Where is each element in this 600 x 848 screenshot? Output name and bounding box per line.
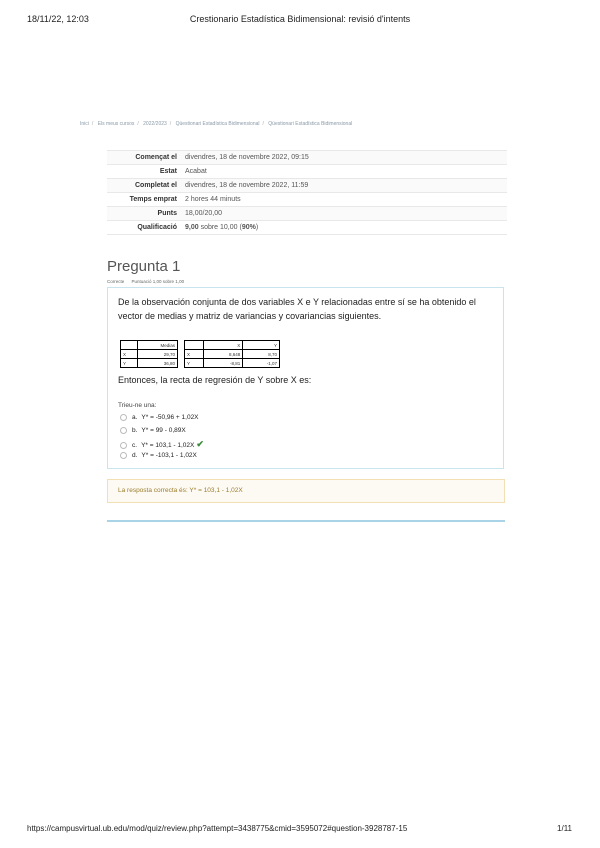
- question-title: Pregunta 1: [107, 258, 181, 275]
- page-number: 1/11: [557, 824, 572, 833]
- option-letter: d.: [132, 452, 138, 460]
- summary-row: [107, 193, 507, 207]
- summary-label: Punts: [107, 207, 181, 221]
- summary-row: [107, 221, 507, 235]
- breadcrumb-item-course[interactable]: Qüestionari Estadística Bidimensional: [175, 121, 260, 127]
- answer-option-d[interactable]: [120, 452, 197, 459]
- radio-button[interactable]: [120, 427, 127, 434]
- breadcrumb-item-quiz[interactable]: Qüestionari Estadística Bidimensional: [268, 121, 353, 127]
- summary-value: 2 hores 44 minuts: [181, 193, 507, 207]
- table-cell: Y: [243, 341, 280, 350]
- summary-value: Acabat: [181, 165, 507, 179]
- answer-option-b[interactable]: [120, 427, 186, 434]
- option-text: Y* = 99 - 0,89X: [141, 427, 186, 435]
- means-table: [120, 340, 178, 368]
- summary-value: divendres, 18 de novembre 2022, 11:59: [181, 179, 507, 193]
- checkmark-icon: ✔: [196, 439, 204, 449]
- summary-label: Temps emprat: [107, 193, 181, 207]
- radio-button[interactable]: [120, 452, 127, 459]
- page-title: Crestionario Estadística Bidimensional: revisió d'intents: [189, 14, 411, 24]
- table-cell: [185, 341, 204, 350]
- table-cell: -8,81: [204, 359, 243, 368]
- table-cell: 36,80: [137, 359, 177, 368]
- summary-label: Completat el: [107, 179, 181, 193]
- choose-label: Trieu-ne una:: [118, 402, 157, 409]
- grade-close: ): [255, 224, 259, 231]
- option-text: Y* = 103,1 - 1,02X: [141, 442, 195, 449]
- question-score: Puntuació 1,00 sobre 1,00: [131, 279, 185, 284]
- table-cell: -1,07: [243, 359, 280, 368]
- table-cell: 29,70: [137, 350, 177, 359]
- table-cell: X: [185, 350, 204, 359]
- radio-button[interactable]: [120, 442, 127, 449]
- breadcrumb: Inici / Els meus cursos / 2022/2023 / Qüestionari Estadística Bidimensional / Qüestionari Estadística Bidimensional: [80, 121, 353, 127]
- summary-row: [107, 207, 507, 221]
- summary-row: [107, 179, 507, 193]
- question-text: De la observación conjunta de dos variables X e Y relacionadas entre sí se ha obtenido el vector de medias y matriz de variancias y covariancias siguientes.: [118, 297, 476, 321]
- covariance-table: [184, 340, 280, 368]
- question-subtext: Entonces, la recta de regresión de Y sobre X es:: [118, 375, 312, 385]
- option-text: Y* = -103,1 - 1,02X: [141, 452, 197, 460]
- grade-percent: 90%: [241, 224, 256, 231]
- breadcrumb-item-home[interactable]: Inici: [80, 121, 89, 127]
- table-cell: 8,70: [243, 350, 280, 359]
- attempt-summary-table: [107, 150, 507, 235]
- answer-option-c[interactable]: [120, 439, 204, 450]
- breadcrumb-item-courses[interactable]: Els meus cursos: [97, 121, 135, 127]
- summary-label: Començat el: [107, 151, 181, 165]
- summary-label: Qualificació: [107, 221, 181, 235]
- question-status: Correcte: [107, 279, 125, 284]
- table-cell: [121, 341, 138, 350]
- radio-button[interactable]: [120, 414, 127, 421]
- answer-option-a[interactable]: [120, 414, 199, 421]
- breadcrumb-item-year[interactable]: 2022/2023: [143, 121, 167, 127]
- table-cell: 8,648: [204, 350, 243, 359]
- footer-url: https://campusvirtual.ub.edu/mod/quiz/review.php?attempt=3438775&cmid=3595072#question-3928787-15: [27, 824, 408, 833]
- table-cell: X: [121, 350, 138, 359]
- grade-max: sobre 10,00 (: [198, 224, 242, 231]
- print-timestamp: 18/11/22, 12:03: [27, 14, 89, 24]
- option-text: Y* = -50,96 + 1,02X: [141, 414, 199, 422]
- table-cell: Y: [121, 359, 138, 368]
- feedback-box: [107, 479, 505, 503]
- summary-value: 18,00/20,00: [181, 207, 507, 221]
- option-letter: a.: [132, 414, 138, 422]
- grade-score: 9,00: [185, 224, 199, 231]
- question-meta: [107, 279, 190, 284]
- option-letter: c.: [132, 442, 138, 449]
- summary-row: [107, 165, 507, 179]
- correct-answer-text: La resposta correcta és: Y* = 103,1 - 1,02X: [118, 487, 243, 494]
- option-letter: b.: [132, 427, 138, 435]
- table-cell: Y: [185, 359, 204, 368]
- question-box: [107, 287, 504, 469]
- summary-label: Estat: [107, 165, 181, 179]
- table-cell: Medias: [137, 341, 177, 350]
- grade-value: [181, 221, 507, 235]
- summary-row: [107, 151, 507, 165]
- divider: [107, 520, 505, 522]
- summary-value: divendres, 18 de novembre 2022, 09:15: [181, 151, 507, 165]
- table-cell: X: [204, 341, 243, 350]
